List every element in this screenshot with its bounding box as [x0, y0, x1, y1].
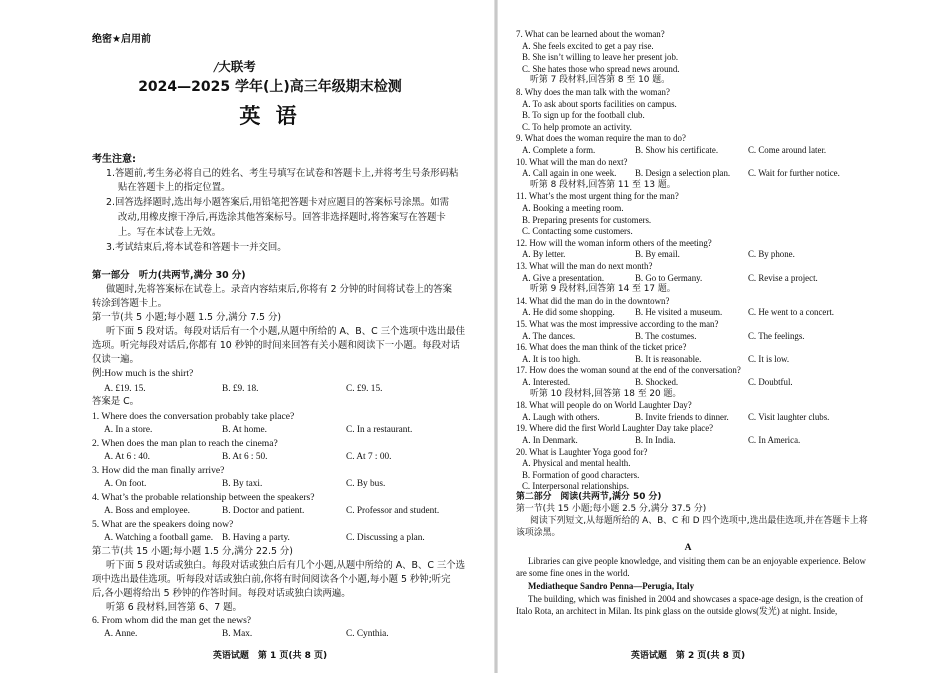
note-line: 1.答题前,考生务必将自己的姓名、考生号填写在试卷和答题卡上,并将考生号条形码粘	[106, 168, 459, 179]
subject-title: 英 语	[239, 104, 301, 128]
listening-material: 听第 10 段材料,回答第 18 至 20 题。	[530, 388, 682, 399]
option-13-b: B. Go to Germany.	[635, 272, 703, 283]
part2-title: 第二部分 阅读(共两节,满分 50 分)	[516, 492, 662, 502]
option-9-c: C. Come around later.	[748, 145, 827, 155]
option-11-b: B. Preparing presents for customers.	[522, 214, 652, 225]
section2-intro: 听下面 5 段对话或独白。每段对话或独白后有几个小题,从题中所给的 A、B、C 三个选	[106, 560, 466, 571]
page-2-footer: 英语试题 第 2 页(共 8 页)	[630, 651, 746, 661]
listening-material: 听第 7 段材料,回答第 8 至 10 题。	[530, 75, 670, 86]
option-3c: C. By bus.	[346, 479, 386, 489]
option-3a: A. On foot.	[104, 479, 147, 489]
option-18-a: A. Laugh with others.	[522, 411, 600, 422]
option-5b: B. Having a party.	[222, 533, 290, 543]
option-17-c: C. Doubtful.	[748, 377, 793, 387]
question-9: 9. What does the woman require the man to do?	[516, 133, 686, 144]
option-5a: A. Watching a football game.	[104, 533, 214, 543]
option-20-c: C. Interpersonal relationships.	[522, 481, 629, 492]
option-1b: B. At home.	[222, 425, 267, 435]
notes-title: 考生注意:	[92, 154, 136, 165]
option-2b: B. At 6 : 50.	[222, 452, 268, 462]
section1-intro: 听下面 5 段对话。每段对话后有一个小题,从题中所给的 A、B、C 三个选项中选出最佳	[106, 326, 466, 337]
option-16-c: C. It is low.	[748, 353, 790, 364]
question-2: 2. When does the man plan to reach the cinema?	[92, 438, 278, 449]
option-12-b: B. By email.	[635, 249, 680, 260]
section2-intro: 项中选出最佳选项。听每段对话或独白前,你将有时间阅读各个小题,每小题 5 秒钟;听完	[92, 574, 451, 585]
option-17-b: B. Shocked.	[635, 377, 679, 387]
option-3b: B. By taxi.	[222, 479, 263, 489]
option-11-a: A. Booking a meeting room.	[522, 203, 624, 213]
option-4b: B. Doctor and patient.	[222, 506, 305, 516]
option-12-c: C. By phone.	[748, 249, 795, 260]
brand-logo-mark: /	[214, 59, 219, 74]
option-14-a: A. He did some shopping.	[522, 307, 615, 318]
note-line: 上。写在本试卷上无效。	[118, 227, 222, 238]
option-19-a: A. In Denmark.	[522, 435, 578, 445]
option-16-b: B. It is reasonable.	[635, 353, 702, 364]
section1-intro: 选项。听完每段对话后,你都有 10 秒钟的时间来回答有关小题和阅读下一小题。每段对话	[92, 340, 460, 351]
option-6b: B. Max.	[222, 629, 253, 639]
option-19-b: B. In India.	[635, 435, 676, 445]
option-13-a: A. Give a presentation.	[522, 272, 605, 283]
question-15: 15. What was the most impressive according to the man?	[516, 319, 719, 329]
question-19: 19. Where did the first World Laughter Day take place?	[516, 423, 714, 434]
option-6c: C. Cynthia.	[346, 629, 389, 639]
section2-intro: 后,各小题将给出 5 秒钟的作答时间。每段对话或独白读两遍。	[92, 588, 351, 599]
option-18-b: B. Invite friends to dinner.	[635, 411, 729, 422]
listening-material: 听第 8 段材料,回答第 11 至 13 题。	[530, 179, 676, 190]
question-16: 16. What does the man think of the ticket price?	[516, 342, 687, 353]
option-4a: A. Boss and employee.	[104, 506, 190, 516]
listening-material: 听第 9 段材料,回答第 14 至 17 题。	[530, 284, 676, 295]
option-20-b: B. Formation of good characters.	[522, 469, 640, 480]
option-2c: C. At 7 : 00.	[346, 452, 392, 462]
option-8-c: C. To help promote an activity.	[522, 121, 632, 132]
option-18-c: C. Visit laughter clubs.	[748, 411, 830, 422]
part1-title: 第一部分 听力(共两节,满分 30 分)	[92, 270, 246, 281]
library-text: Italo Rota, an architect in Milan. Its pink glass on the outside glows(发光) at night. Inside,	[516, 606, 838, 616]
option-15-a: A. The dances.	[522, 330, 576, 341]
part2-intro: 该项涂黑。	[516, 528, 561, 538]
option-10-a: A. Call again in one week.	[522, 168, 617, 179]
question-20: 20. What is Laughter Yoga good for?	[516, 446, 648, 457]
example-option-b: B. £9. 18.	[222, 384, 259, 394]
question-5: 5. What are the speakers doing now?	[92, 519, 234, 530]
example-answer: 答案是 C。	[92, 396, 140, 407]
section1-intro: 仅读一遍。	[92, 354, 139, 365]
option-1c: C. In a restaurant.	[346, 425, 413, 435]
note-line: 改动,用橡皮擦干净后,再选涂其他答案标号。回答非选择题时,将答案写在答题卡	[118, 212, 446, 223]
option-6a: A. Anne.	[104, 629, 138, 639]
section1-title: 第一节(共 5 小题;每小题 1.5 分,满分 7.5 分)	[92, 312, 281, 323]
example-option-a: A. £19. 15.	[104, 384, 146, 394]
page-1-footer: 英语试题 第 1 页(共 8 页)	[212, 651, 328, 661]
listening-material-6: 听第 6 段材料,回答第 6、7 题。	[106, 602, 242, 613]
library-text: The building, which was finished in 2004 and showcases a space-age design, is the creation of	[528, 594, 863, 604]
question-12: 12. How will the woman inform others of the meeting?	[516, 237, 712, 248]
option-7-b: B. She isn’t willing to leave her present job.	[522, 52, 679, 63]
option-11-c: C. Contacting some customers.	[522, 226, 633, 237]
option-4c: C. Professor and student.	[346, 506, 440, 516]
option-15-b: B. The costumes.	[635, 330, 697, 341]
option-7-a: A. She feels excited to get a pay rise.	[522, 40, 654, 51]
option-2a: A. At 6 : 40.	[104, 452, 150, 462]
example-question: 例:How much is the shirt?	[92, 368, 194, 379]
example-option-c: C. £9. 15.	[346, 384, 383, 394]
option-19-c: C. In America.	[748, 435, 801, 445]
library-title: Mediatheque Sandro Penna—Perugia, Italy	[528, 581, 695, 591]
option-20-a: A. Physical and mental health.	[522, 458, 631, 469]
exam-brand: /大联考	[214, 59, 256, 74]
part2-section1-title: 第一节(共 15 小题;每小题 2.5 分,满分 37.5 分)	[516, 504, 707, 514]
question-11: 11. What’s the most urgent thing for the man?	[516, 191, 679, 202]
option-1a: A. In a store.	[104, 425, 153, 435]
question-18: 18. What will people do on World Laughter Day?	[516, 400, 692, 411]
option-5c: C. Discussing a plan.	[346, 533, 425, 543]
question-17: 17. How does the woman sound at the end of the conversation?	[516, 365, 741, 376]
option-8-a: A. To ask about sports facilities on campus.	[522, 98, 677, 109]
option-14-b: B. He visited a museum.	[635, 307, 723, 318]
question-8: 8. Why does the man talk with the woman?	[516, 87, 670, 97]
option-9-b: B. Show his certificate.	[635, 145, 719, 155]
question-3: 3. How did the man finally arrive?	[92, 465, 225, 476]
exam-title: 2024—2025 学年(上)高三年级期末检测	[138, 79, 402, 95]
passage-intro: are some fine ones in the world.	[516, 568, 630, 578]
note-line: 贴在答题卡上的指定位置。	[118, 182, 231, 193]
part1-intro: 做题时,先将答案标在试卷上。录音内容结束后,你将有 2 分钟的时间将试卷上的答案	[106, 284, 453, 295]
option-10-b: B. Design a selection plan.	[635, 168, 731, 179]
question-4: 4. What’s the probable relationship between the speakers?	[92, 492, 315, 503]
question-14: 14. What did the man do in the downtown?	[516, 295, 670, 306]
option-15-c: C. The feelings.	[748, 330, 805, 341]
option-8-b: B. To sign up for the football club.	[522, 110, 645, 121]
question-1: 1. Where does the conversation probably take place?	[92, 411, 295, 422]
question-13: 13. What will the man do next month?	[516, 261, 653, 271]
passage-label: A	[684, 543, 692, 553]
option-14-c: C. He went to a concert.	[748, 307, 835, 318]
secret-label: 绝密★启用前	[92, 34, 151, 45]
section2-title: 第二节(共 15 小题;每小题 1.5 分,满分 22.5 分)	[92, 546, 293, 557]
passage-intro: Libraries can give people knowledge, and visiting them can be an enjoyable experience. Below	[528, 556, 866, 566]
option-12-a: A. By letter.	[522, 249, 566, 260]
option-9-a: A. Complete a form.	[522, 145, 596, 155]
question-7: 7. What can be learned about the woman?	[516, 29, 665, 39]
option-17-a: A. Interested.	[522, 377, 571, 387]
question-6: 6. From whom did the man get the news?	[92, 615, 252, 626]
part1-intro: 转涂到答题卡上。	[92, 298, 168, 309]
option-16-a: A. It is too high.	[522, 353, 581, 364]
option-13-c: C. Revise a project.	[748, 272, 818, 283]
option-7-c: C. She hates those who spread news around.	[522, 63, 680, 74]
exam-page-2	[498, 0, 950, 673]
note-line: 3.考试结束后,将本试卷和答题卡一并交回。	[106, 242, 287, 253]
option-10-c: C. Wait for further notice.	[748, 168, 840, 179]
note-line: 2.回答选择题时,选出每小题答案后,用铅笔把答题卡对应题目的答案标号涂黑。如需	[106, 197, 450, 208]
part2-intro: 阅读下列短文,从每题所给的 A、B、C 和 D 四个选项中,选出最佳选项,并在答题卡上将	[530, 516, 868, 526]
question-10: 10. What will the man do next?	[516, 156, 628, 167]
